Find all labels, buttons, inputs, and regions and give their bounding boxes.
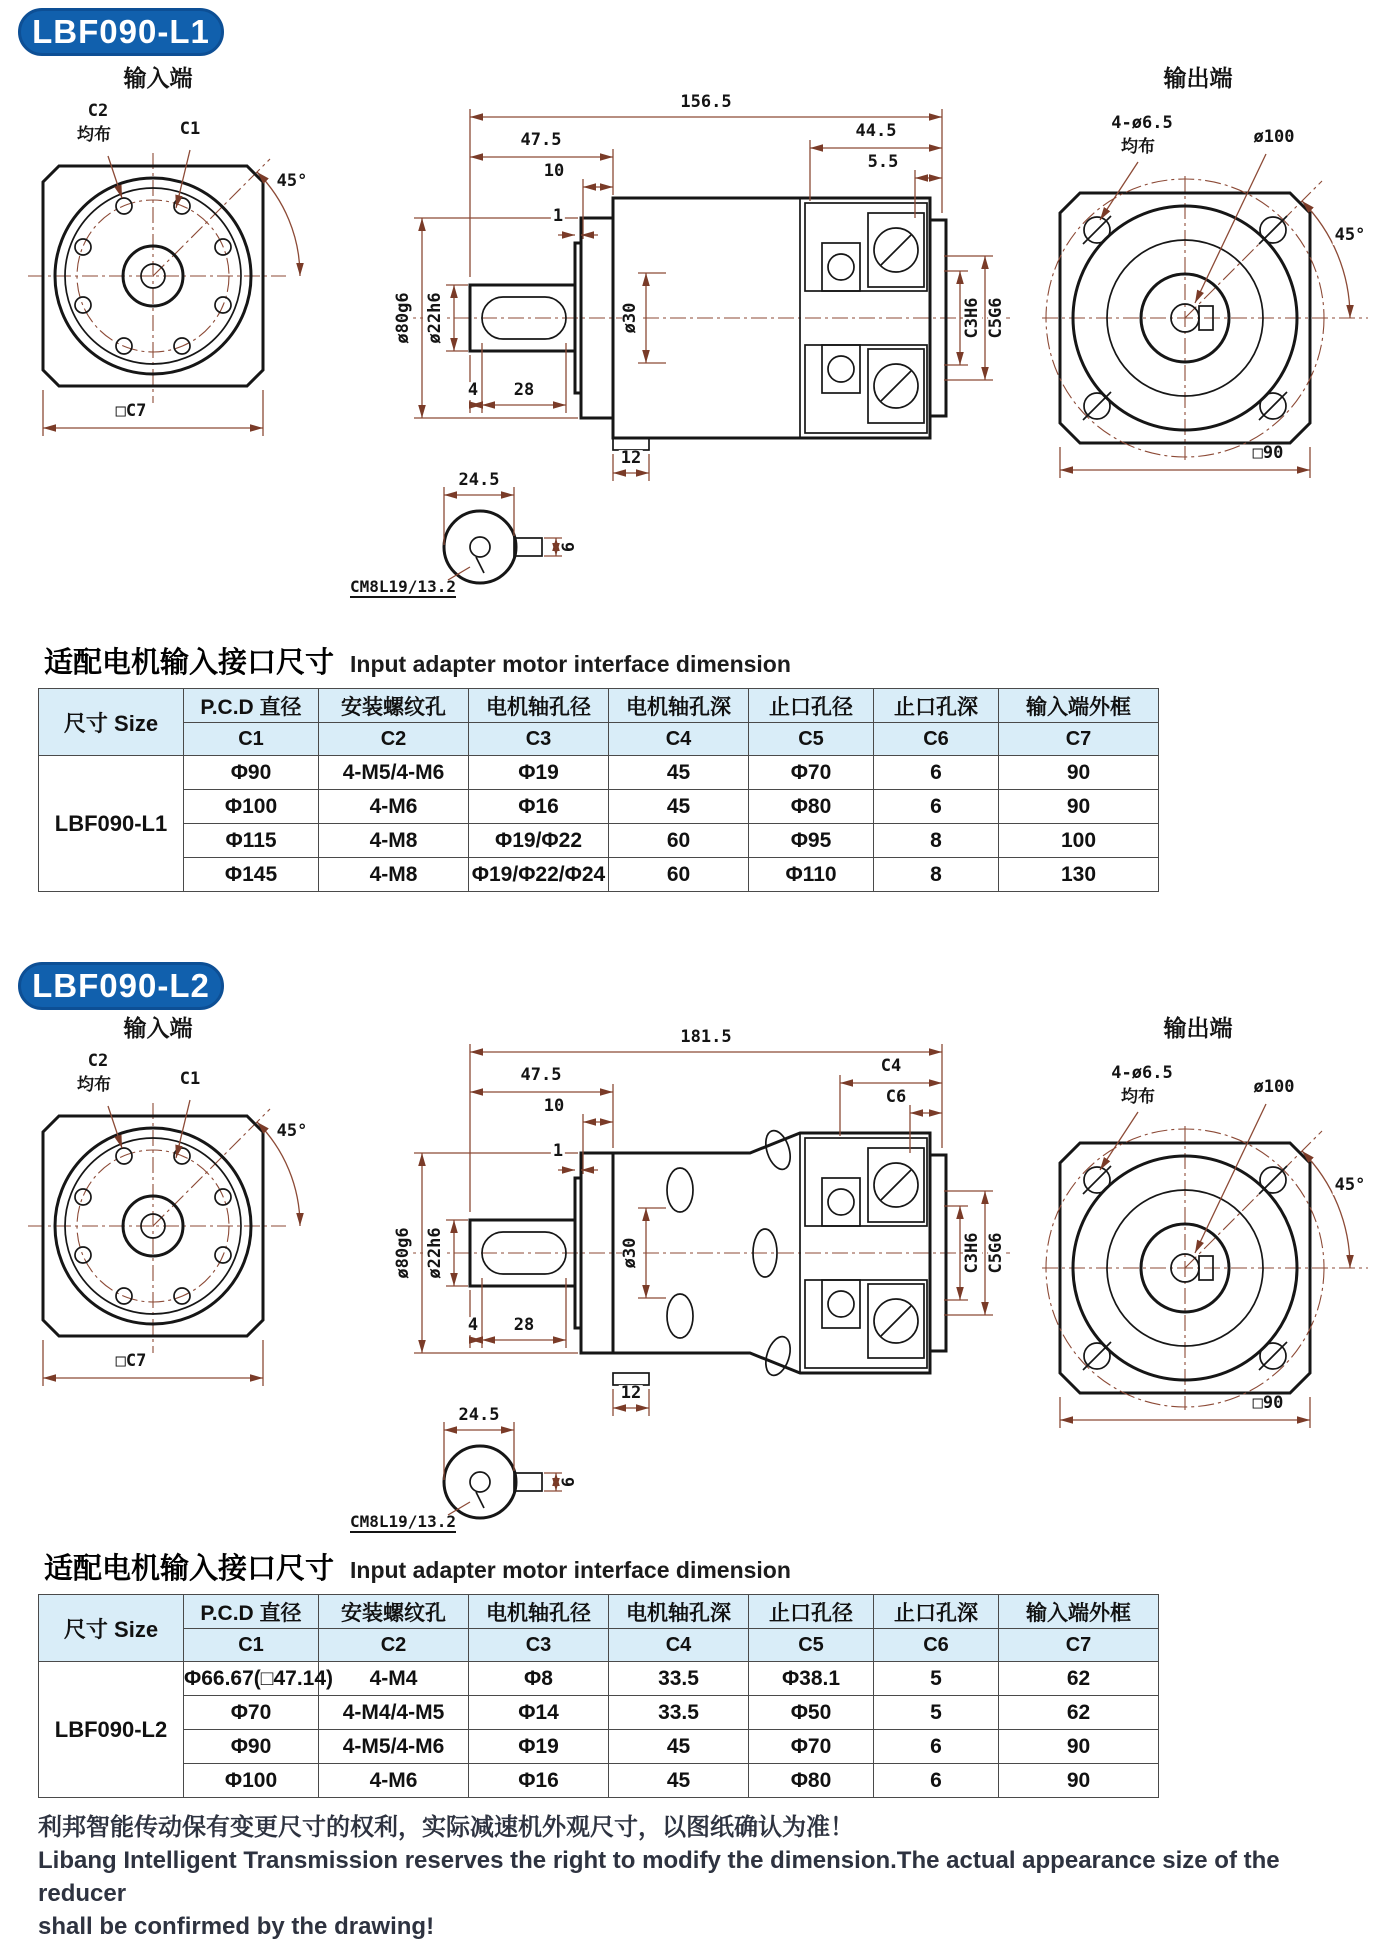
l1-front-length-dim: 47.5 [520, 130, 562, 151]
table-cell: 4-M5/4-M6 [319, 1730, 469, 1764]
l2-side-section-view [330, 1010, 1015, 1570]
l2-key-length-dim: 28 [513, 1315, 535, 1336]
l2-fit-outer-dim: C5G6 [986, 1232, 1007, 1274]
table-cell: 100 [999, 824, 1159, 858]
l1-input-end-view [28, 58, 328, 468]
table-cell: 6 [874, 790, 999, 824]
model-badge-l1: LBF090-L1 [18, 8, 224, 56]
table-cell: Φ90 [184, 756, 319, 790]
l1-frame-c7-label: □C7 [115, 401, 147, 422]
table-cell: Φ145 [184, 858, 319, 892]
l2-rear-length-dim: C4 [880, 1056, 902, 1077]
l1-frame-90-label: □90 [1252, 443, 1284, 464]
l2-side-section-drawing [330, 1010, 1015, 1570]
table-row [39, 790, 1159, 824]
l1-bore-dia-dim: ø30 [620, 302, 641, 334]
col-code: C7 [999, 1629, 1159, 1662]
table-row [39, 1730, 1159, 1764]
l1-pilot-dia-label: ø100 [1253, 127, 1295, 148]
l2-frame-90-label: □90 [1252, 1393, 1284, 1414]
table-cell: Φ110 [749, 858, 874, 892]
l1-output-end-drawing [1020, 58, 1392, 498]
l1-output-holes-label: 4-ø6.5 [1111, 113, 1173, 134]
table-cell: Φ90 [184, 1730, 319, 1764]
col-header: 安装螺纹孔 [319, 1595, 469, 1629]
l1-c2-label: C2 [87, 101, 109, 122]
table-cell: 6 [874, 1730, 999, 1764]
l2-key-spec-label: CM8L19/13.2 [350, 1512, 456, 1533]
table-cell: 45 [609, 756, 749, 790]
disclaimer-en-line2: shall be confirmed by the drawing! [38, 1913, 435, 1940]
table-cell: 33.5 [609, 1696, 749, 1730]
col-header: 输入端外框 [999, 689, 1159, 723]
l2-rear-step-dim: C6 [885, 1087, 907, 1108]
col-code: C1 [184, 723, 319, 756]
l1-key-length-dim: 28 [513, 380, 535, 401]
col-code: C2 [319, 1629, 469, 1662]
table-cell: Φ70 [749, 756, 874, 790]
table-cell: 6 [874, 756, 999, 790]
l2-bore-dia-dim: ø30 [620, 1237, 641, 1269]
l2-frame-c7-label: □C7 [115, 1351, 147, 1372]
col-header: 电机轴孔深 [609, 1595, 749, 1629]
table-cell: 4-M6 [319, 790, 469, 824]
l1-key-spec-label: CM8L19/13.2 [350, 577, 456, 598]
table-row [39, 756, 1159, 790]
table-cell: Φ70 [184, 1696, 319, 1730]
l2-input-end-title: 输入端 [123, 1015, 193, 1041]
table-row [39, 689, 1159, 723]
table-cell: Φ66.67(□47.14) [184, 1662, 319, 1696]
l1-input-end-drawing [28, 58, 328, 468]
l2-c1-label: C1 [179, 1069, 201, 1090]
l1-table-title-en: Input adapter motor interface dimension [350, 651, 791, 677]
l1-step10-dim: 10 [543, 161, 565, 182]
table-cell: Φ100 [184, 1764, 319, 1798]
l1-side-section-drawing [330, 75, 1015, 635]
l1-c2-note-label: 均布 [77, 125, 111, 146]
l1-output-end-title: 输出端 [1163, 65, 1233, 91]
l2-fit-inner-dim: C3H6 [962, 1232, 983, 1274]
l2-output-end-drawing [1020, 1008, 1392, 1448]
l1-fit-inner-dim: C3H6 [962, 297, 983, 339]
l2-key-offset-dim: 4 [467, 1315, 479, 1336]
table-cell: Φ70 [749, 1730, 874, 1764]
table-cell: Φ16 [469, 790, 609, 824]
table-row [39, 1662, 1159, 1696]
l2-total-length-dim: 181.5 [680, 1027, 732, 1048]
model-cell: LBF090-L2 [39, 1662, 184, 1798]
table-cell: Φ115 [184, 824, 319, 858]
table-row [39, 723, 1159, 756]
l2-output-end-title: 输出端 [1163, 1015, 1233, 1041]
l2-boss-length-dim: 12 [620, 1383, 642, 1404]
table-cell: 45 [609, 790, 749, 824]
disclaimer-en-line1: Libang Intelligent Transmission reserves the right to modify the dimension.The actual appearance size of the reducer [38, 1847, 1280, 1907]
model-badge-l2: LBF090-L2 [18, 962, 224, 1010]
l2-table-title [44, 1546, 791, 1587]
col-header: 电机轴孔径 [469, 689, 609, 723]
l2-dimension-table [38, 1594, 1159, 1798]
table-row [39, 1764, 1159, 1798]
col-code: C4 [609, 723, 749, 756]
table-cell: 45 [609, 1730, 749, 1764]
col-header: 电机轴孔深 [609, 689, 749, 723]
table-cell: 6 [874, 1764, 999, 1798]
l2-output-holes-note: 均布 [1121, 1087, 1155, 1108]
table-row [39, 1696, 1159, 1730]
table-cell: Φ14 [469, 1696, 609, 1730]
l1-output-holes-note: 均布 [1121, 137, 1155, 158]
table-cell: 90 [999, 756, 1159, 790]
col-header: 止口孔深 [874, 689, 999, 723]
col-code: C4 [609, 1629, 749, 1662]
l1-detail-width-dim: 24.5 [458, 470, 500, 491]
col-code: C5 [749, 723, 874, 756]
col-header: P.C.D 直径 [184, 1595, 319, 1629]
l1-step1-dim: 1 [552, 206, 564, 227]
size-header: 尺寸 Size [39, 1595, 184, 1662]
table-cell: Φ50 [749, 1696, 874, 1730]
l1-key-offset-dim: 4 [467, 380, 479, 401]
table-cell: 8 [874, 824, 999, 858]
table-cell: 4-M4/4-M5 [319, 1696, 469, 1730]
table-cell: 90 [999, 1764, 1159, 1798]
col-code: C5 [749, 1629, 874, 1662]
col-header: 输入端外框 [999, 1595, 1159, 1629]
table-row [39, 1629, 1159, 1662]
table-cell: 5 [874, 1696, 999, 1730]
l2-table-title-zh: 适配电机输入接口尺寸 [44, 1553, 335, 1585]
l2-shaft-dia-dim: ø22h6 [425, 1227, 446, 1279]
disclaimer-zh: 利邦智能传动保有变更尺寸的权利，实际减速机外观尺寸，以图纸确认为准！ [38, 1814, 854, 1841]
l2-output-end-view [1020, 1008, 1392, 1448]
table-cell: 4-M5/4-M6 [319, 756, 469, 790]
col-code: C6 [874, 723, 999, 756]
table-cell: 4-M8 [319, 824, 469, 858]
l1-c1-label: C1 [179, 119, 201, 140]
table-cell: Φ19/Φ22 [469, 824, 609, 858]
table-cell: Φ80 [749, 790, 874, 824]
l1-rear-length-dim: 44.5 [855, 121, 897, 142]
l2-input-end-view [28, 1008, 328, 1418]
l2-step10-dim: 10 [543, 1096, 565, 1117]
table-cell: 8 [874, 858, 999, 892]
col-code: C6 [874, 1629, 999, 1662]
l1-table-title-zh: 适配电机输入接口尺寸 [44, 647, 335, 679]
table-cell: 130 [999, 858, 1159, 892]
table-cell: Φ19/Φ22/Φ24 [469, 858, 609, 892]
l1-table-title [44, 640, 791, 681]
table-cell: 62 [999, 1696, 1159, 1730]
table-cell: Φ38.1 [749, 1662, 874, 1696]
l2-front-length-dim: 47.5 [520, 1065, 562, 1086]
col-header: 电机轴孔径 [469, 1595, 609, 1629]
table-cell: 4-M8 [319, 858, 469, 892]
l1-output-end-view [1020, 58, 1392, 498]
table-cell: 5 [874, 1662, 999, 1696]
l2-c2-note-label: 均布 [77, 1075, 111, 1096]
table-cell: 60 [609, 858, 749, 892]
l2-pilot-dia-label: ø100 [1253, 1077, 1295, 1098]
l1-shaft-dia-dim: ø22h6 [425, 292, 446, 344]
l2-table-title-en: Input adapter motor interface dimension [350, 1557, 791, 1583]
l2-output-angle-label: 45° [1334, 1175, 1366, 1196]
table-row [39, 824, 1159, 858]
size-header: 尺寸 Size [39, 689, 184, 756]
l2-boss-dia-dim: ø80g6 [393, 1227, 414, 1279]
l2-output-holes-label: 4-ø6.5 [1111, 1063, 1173, 1084]
disclaimer [38, 1812, 1368, 1943]
table-cell: 60 [609, 824, 749, 858]
table-cell: 4-M6 [319, 1764, 469, 1798]
table-row [39, 858, 1159, 892]
l2-input-angle-label: 45° [276, 1121, 308, 1142]
table-cell: Φ95 [749, 824, 874, 858]
table-cell: 33.5 [609, 1662, 749, 1696]
l1-side-section-view [330, 75, 1015, 635]
table-cell: Φ16 [469, 1764, 609, 1798]
l1-total-length-dim: 156.5 [680, 92, 732, 113]
l2-c2-label: C2 [87, 1051, 109, 1072]
l2-detail-width-dim: 24.5 [458, 1405, 500, 1426]
table-cell: Φ8 [469, 1662, 609, 1696]
l1-rear-step-dim: 5.5 [867, 152, 899, 173]
col-code: C3 [469, 723, 609, 756]
l2-detail-key-dim: 6 [559, 1476, 580, 1488]
table-cell: Φ100 [184, 790, 319, 824]
l1-fit-outer-dim: C5G6 [986, 297, 1007, 339]
table-cell: Φ80 [749, 1764, 874, 1798]
col-code: C2 [319, 723, 469, 756]
table-cell: 90 [999, 790, 1159, 824]
l1-dimension-table [38, 688, 1159, 892]
l1-boss-length-dim: 12 [620, 448, 642, 469]
l1-output-angle-label: 45° [1334, 225, 1366, 246]
l1-input-end-title: 输入端 [123, 65, 193, 91]
col-header: 止口孔径 [749, 1595, 874, 1629]
model-cell: LBF090-L1 [39, 756, 184, 892]
l2-input-end-drawing [28, 1008, 328, 1418]
l1-detail-key-dim: 6 [559, 541, 580, 553]
table-cell: 62 [999, 1662, 1159, 1696]
l1-boss-dia-dim: ø80g6 [393, 292, 414, 344]
table-cell: Φ19 [469, 756, 609, 790]
table-cell: 45 [609, 1764, 749, 1798]
table-cell: 90 [999, 1730, 1159, 1764]
table-row [39, 1595, 1159, 1629]
table-cell: Φ19 [469, 1730, 609, 1764]
col-header: P.C.D 直径 [184, 689, 319, 723]
col-code: C7 [999, 723, 1159, 756]
col-code: C1 [184, 1629, 319, 1662]
col-header: 安装螺纹孔 [319, 689, 469, 723]
col-code: C3 [469, 1629, 609, 1662]
l2-step1-dim: 1 [552, 1141, 564, 1162]
table-cell: 4-M4 [319, 1662, 469, 1696]
col-header: 止口孔径 [749, 689, 874, 723]
col-header: 止口孔深 [874, 1595, 999, 1629]
l1-input-angle-label: 45° [276, 171, 308, 192]
